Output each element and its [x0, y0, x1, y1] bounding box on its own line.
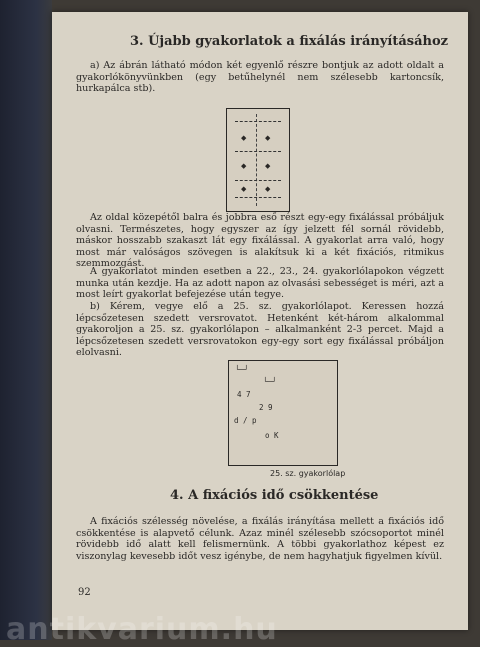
figure-mark: 4 7: [237, 390, 251, 399]
diamond-marker-icon: ◆: [265, 185, 271, 193]
paragraph-a: a) Az ábrán látható módon két egyenlő részre bontjuk az adott oldalt a gyakorlókönyvünkben (egy betűhelynél nem szélesebb kartoncsík, hurkapálca stb).: [76, 60, 444, 95]
diamond-marker-icon: ◆: [241, 134, 247, 142]
section-3-title: 3. Újabb gyakorlatok a fixálás irányításához: [130, 34, 449, 49]
dashed-line: [235, 180, 281, 181]
diamond-marker-icon: ◆: [241, 185, 247, 193]
dashed-line: [235, 151, 281, 152]
diamond-marker-icon: ◆: [265, 162, 271, 170]
paragraph-fixation-time: A fixációs szélesség növelése, a fixálás irányítása mellett a fixációs idő csökkentése is alapvető célunk. Azaz minél szélesebb szócsoportot minél rövidebb idő alatt kell felismernünk. A többi gyakorlathoz képest ez viszonylag kevesebb időt vesz igénybe, de nem hagyhatjuk figyelmen kívül.: [76, 516, 444, 562]
figure-mark: 2 9: [259, 403, 273, 412]
diamond-marker-icon: ◆: [241, 162, 247, 170]
page-number: 92: [78, 587, 91, 598]
figure-caption: 25. sz. gyakorlólap: [270, 469, 346, 478]
book-page: [52, 12, 468, 630]
split-page-figure: [226, 108, 290, 212]
book-spine-shadow: [0, 0, 52, 640]
dashed-line: [235, 197, 281, 198]
bracket-mark: └─┘: [235, 365, 249, 374]
paragraph-exercise-timing: A gyakorlatot minden esetben a 22., 23., 24. gyakorlólapokon végzett munka után kezdje. Ha az adott napon az olvasási sebességet is méri, azt a most leírt gyakorlat befejezése után tegye.: [76, 266, 444, 301]
bracket-mark: └─┘: [263, 377, 277, 386]
section-4-title: 4. A fixációs idő csökkentése: [170, 488, 379, 503]
practice-sheet-figure: [228, 360, 338, 466]
figure-mark: d / p: [234, 416, 257, 425]
center-divider-line: [256, 114, 257, 206]
figure-mark: o K: [265, 431, 279, 440]
paragraph-b: b) Kérem, vegye elő a 25. sz. gyakorlólapot. Keressen hozzá lépcsőzetesen szedett versrovatot. Hetenként két-három alkalommal gyakoroljon a 25. sz. gyakorlólapon – alkalmanként 2-3 percet. Majd a lépcsőzetesen szedett versrovatokon egy-egy sort egy fixálással próbáljon elolvasni.: [76, 301, 444, 359]
watermark-text: antikvarium.hu: [6, 612, 278, 647]
diamond-marker-icon: ◆: [265, 134, 271, 142]
paragraph-two-fixations: Az oldal közepétől balra és jobbra eső részt egy-egy fixálással próbáljuk olvasni. Természetes, hogy egyszer az így jelzett fél sornál rövidebb, máskor hosszabb szakaszt lát egy fixálással. A gyakorlat arra való, hogy most már valóságos szövegen is alakítsuk ki a két fixációs, ritmikus szemmozgást.: [76, 212, 444, 270]
dashed-line: [235, 121, 281, 122]
